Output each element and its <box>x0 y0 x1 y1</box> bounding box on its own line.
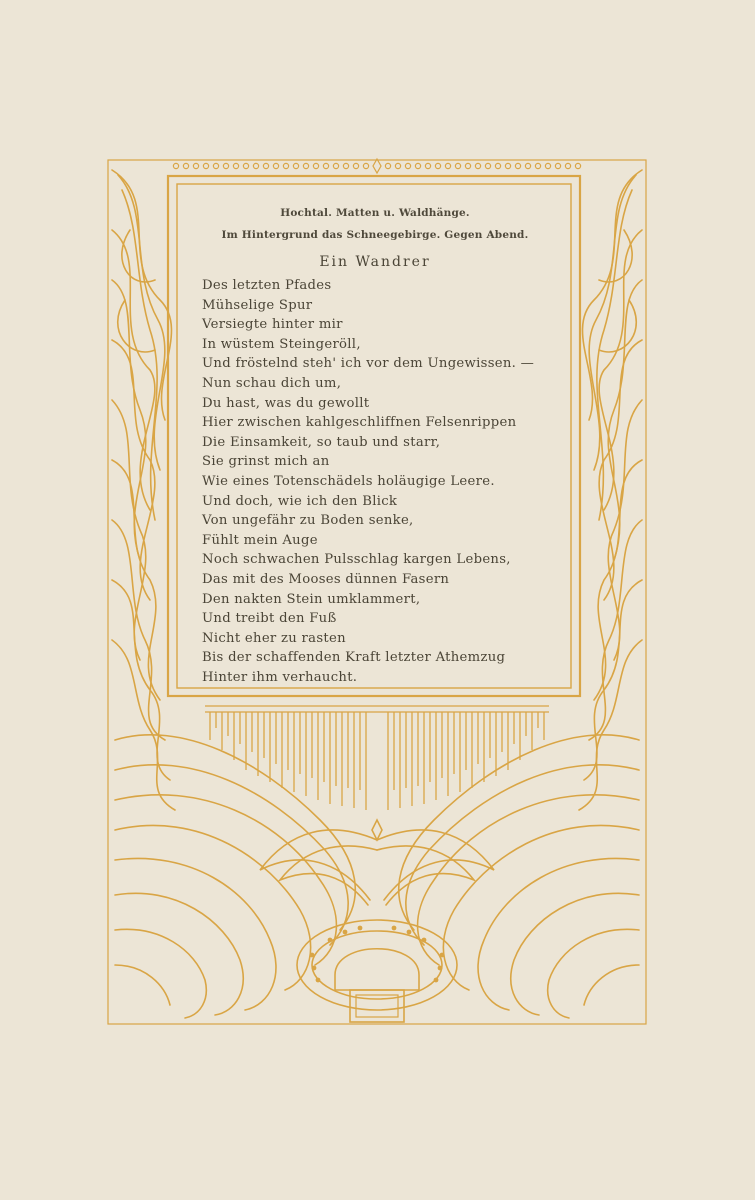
poem-line: Sie grinst mich an <box>202 454 330 470</box>
poem-line: Und doch, wie ich den Blick <box>202 493 398 509</box>
poem-line: Hier zwischen kahlgeschliffnen Felsenrippen <box>202 415 517 431</box>
poem-line: Mühselige Spur <box>202 297 313 313</box>
poem-line: Und fröstelnd steh' ich vor dem Ungewissen. — <box>202 356 535 372</box>
poem-line: In wüstem Steingeröll, <box>202 336 361 352</box>
poem-line: Wie eines Totenschädels holäugige Leere. <box>202 473 495 489</box>
poem-title: Ein Wandrer <box>319 254 431 270</box>
poem-line: Nicht eher zu rasten <box>202 630 346 646</box>
poem-line: Hinter ihm verhaucht. <box>202 669 358 685</box>
poem-line: Noch schwachen Pulsschlag kargen Lebens, <box>202 552 511 568</box>
poem-line: Den nakten Stein umklammert, <box>202 591 421 607</box>
poem-line: Von ungefähr zu Boden senke, <box>202 513 414 529</box>
poem-line: Fühlt mein Auge <box>202 532 318 548</box>
stage-direction-1: Hochtal. Matten u. Waldhänge. <box>280 207 470 219</box>
poem-line: Nun schau dich um, <box>202 375 342 391</box>
poem-line: Versiegte hinter mir <box>202 317 343 333</box>
poem-line: Die Einsamkeit, so taub und starr, <box>202 434 441 450</box>
poem-line: Und treibt den Fuß <box>202 611 337 627</box>
poem-panel <box>181 186 569 686</box>
poem-body <box>202 276 569 687</box>
poem-line: Des letzten Pfades <box>202 278 332 293</box>
poem-line: Das mit des Mooses dünnen Fasern <box>202 571 450 587</box>
poem-line: Du hast, was du gewollt <box>202 395 370 411</box>
poem-line: Bis der schaffenden Kraft letzter Athemzug <box>202 650 506 666</box>
stage-direction-2: Im Hintergrund das Schneegebirge. Gegen Abend. <box>221 229 529 241</box>
